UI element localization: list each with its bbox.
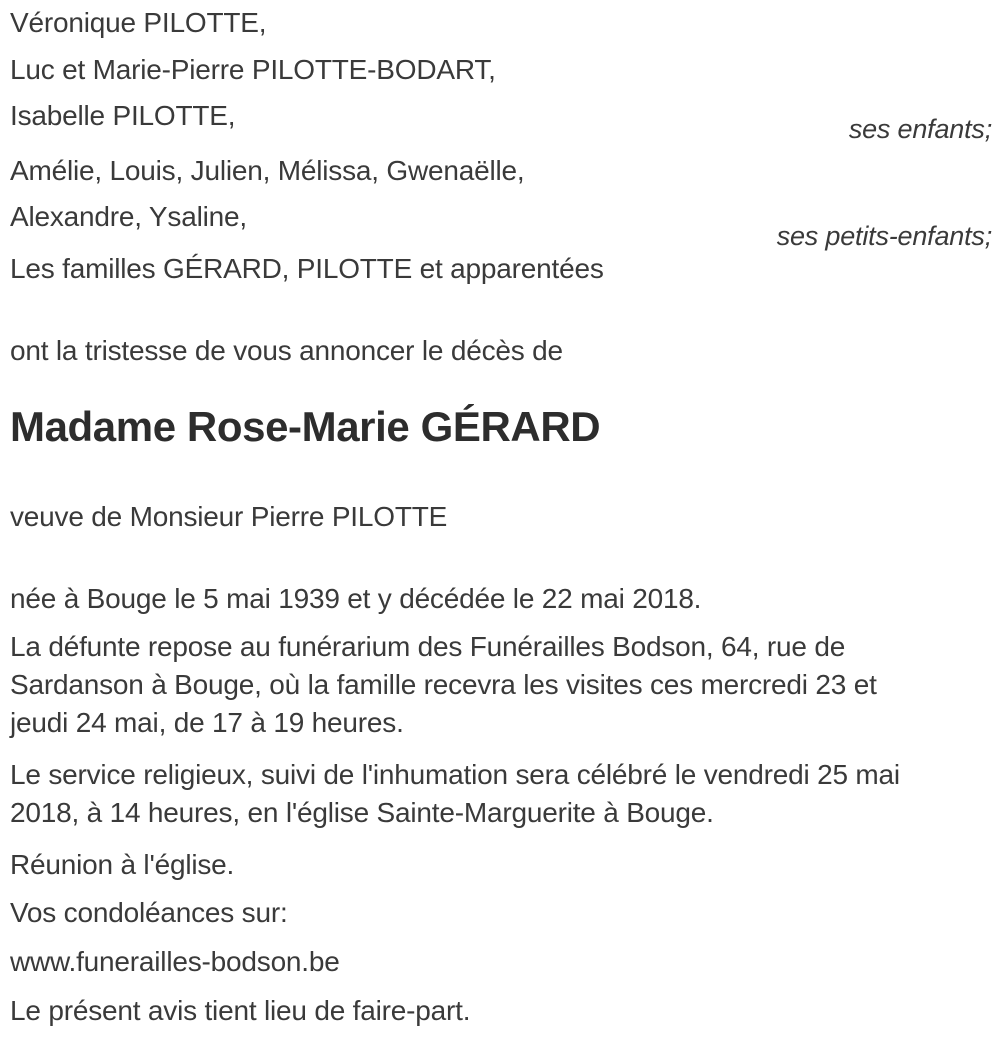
- meeting-line: Réunion à l'église.: [10, 849, 235, 880]
- widow-line: veuve de Monsieur Pierre PILOTTE: [10, 501, 448, 532]
- birth-death-line: née à Bouge le 5 mai 1939 et y décédée le 22 mai 2018.: [10, 583, 702, 614]
- grandchild-name-line: Alexandre, Ysaline,: [10, 201, 247, 232]
- service-line: Le service religieux, suivi de l'inhumation sera célébré le vendredi 25 mai: [10, 759, 900, 790]
- service-line: 2018, à 14 heures, en l'église Sainte-Marguerite à Bouge.: [10, 797, 714, 828]
- closing-line: Le présent avis tient lieu de faire-part.: [10, 995, 471, 1026]
- repose-line: Sardanson à Bouge, où la famille recevra les visites ces mercredi 23 et: [10, 669, 877, 700]
- condolences-website: www.funerailles-bodson.be: [10, 946, 340, 977]
- children-relation-label: ses enfants;: [848, 114, 992, 144]
- repose-line: jeudi 24 mai, de 17 à 19 heures.: [10, 707, 404, 738]
- announcement-line: ont la tristesse de vous annoncer le décès de: [10, 335, 563, 366]
- grandchild-name-line: Amélie, Louis, Julien, Mélissa, Gwenaëlle,: [10, 155, 525, 186]
- condolences-label: Vos condoléances sur:: [10, 897, 288, 928]
- families-line: Les familles GÉRARD, PILOTTE et apparentées: [10, 253, 604, 284]
- repose-line: La défunte repose au funérarium des Funérailles Bodson, 64, rue de: [10, 631, 846, 662]
- grandchildren-relation-label: ses petits-enfants;: [776, 221, 992, 251]
- child-name-line: Isabelle PILOTTE,: [10, 100, 236, 131]
- child-name-line: Luc et Marie-Pierre PILOTTE-BODART,: [10, 54, 496, 85]
- child-name-line: Véronique PILOTTE,: [10, 7, 267, 38]
- deceased-name-heading: Madame Rose-Marie GÉRARD: [10, 403, 601, 450]
